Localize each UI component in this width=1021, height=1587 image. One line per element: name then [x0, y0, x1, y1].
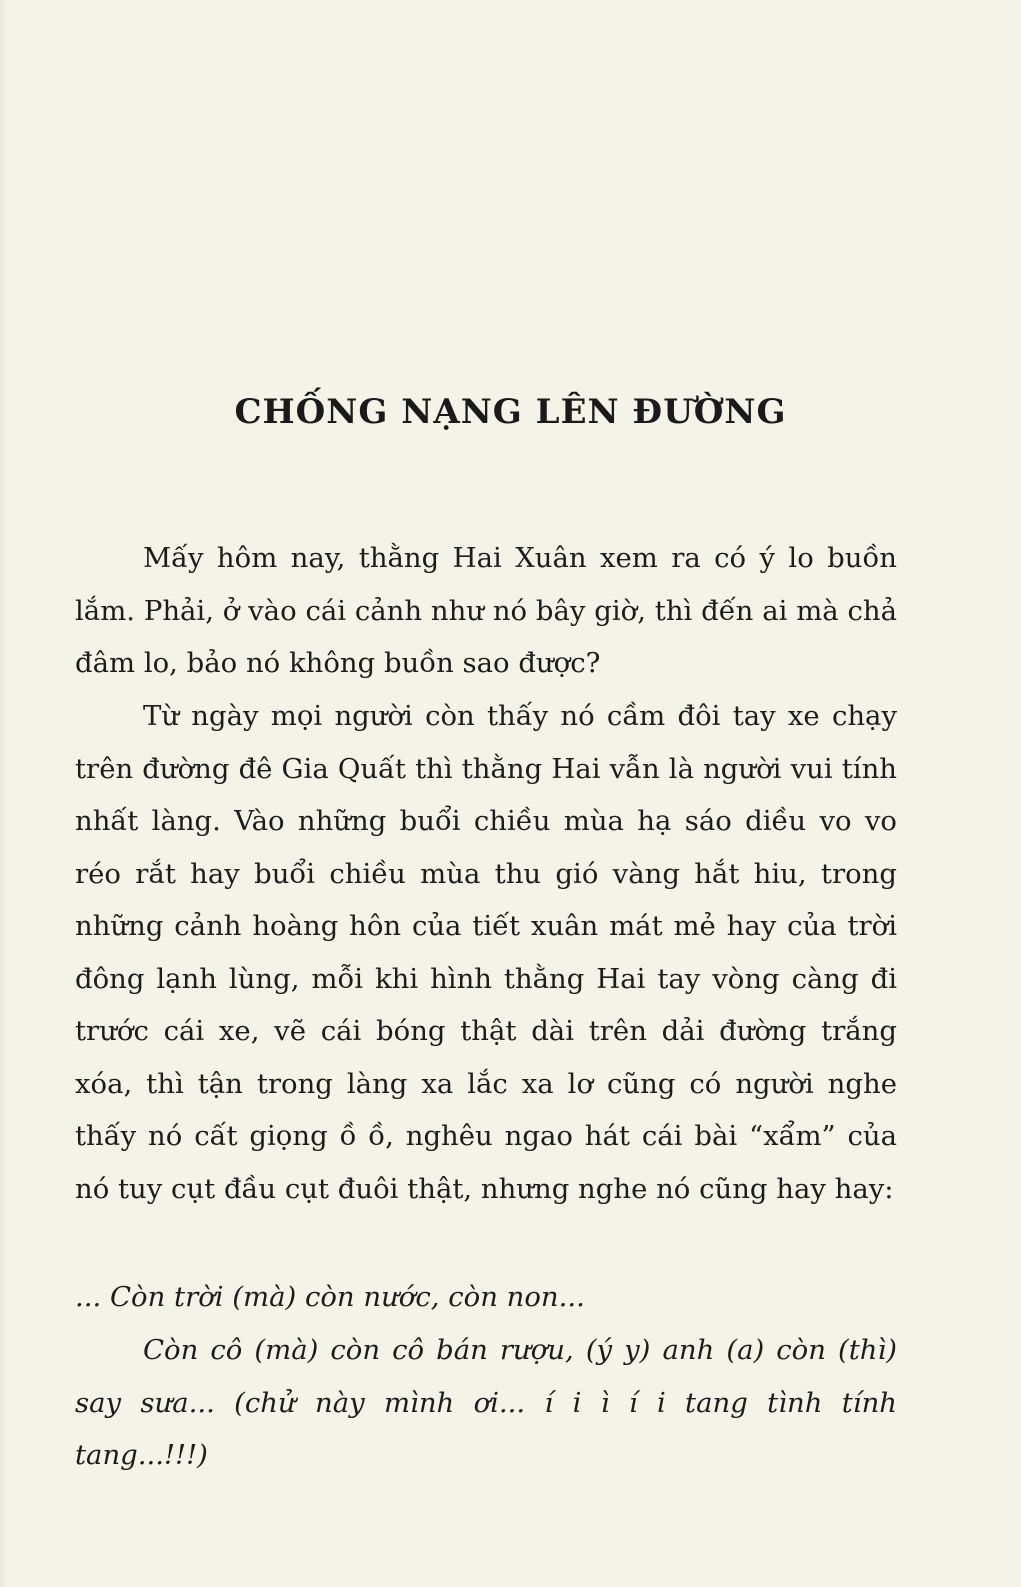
page-edge: [0, 0, 8, 1587]
paragraph-2: Từ ngày mọi người còn thấy nó cầm đôi tay xe chạy trên đường đê Gia Quất thì thằng Hai vẫn là người vui tính nhất làng. Vào những buổi chiều mùa hạ sáo diều vo vo réo rắt hay buổi chiều mùa thu gió vàng hắt hiu, trong những cảnh hoàng hôn của tiết xuân mát mẻ hay của trời đông lạnh lùng, mỗi khi hình thằng Hai tay vòng càng đi trước cái xe, vẽ cái bóng thật dài trên dải đường trắng xóa, thì tận trong làng xa lắc xa lơ cũng có người nghe thấy nó cất giọng ồ ồ, nghêu ngao hát cái bài “xẩm” của nó tuy cụt đầu cụt đuôi thật, nhưng nghe nó cũng hay hay:: [75, 700, 897, 1205]
paragraph-1: Mấy hôm nay, thằng Hai Xuân xem ra có ý lo buồn lắm. Phải, ở vào cái cảnh như nó bây giờ, thì đến ai mà chả đâm lo, bảo nó không buồn sao được?: [75, 542, 897, 679]
verse-line-2: Còn cô (mà) còn cô bán rượu, (ý y) anh (a) còn (thì) say sưa... (chử này mình ơi... í i ì í i tang tình tính tang...!!!): [75, 1334, 897, 1471]
chapter-title: CHỐNG NẠNG LÊN ĐƯỜNG: [234, 392, 787, 432]
verse-line-1: ... Còn trời (mà) còn nước, còn non...: [75, 1281, 585, 1313]
